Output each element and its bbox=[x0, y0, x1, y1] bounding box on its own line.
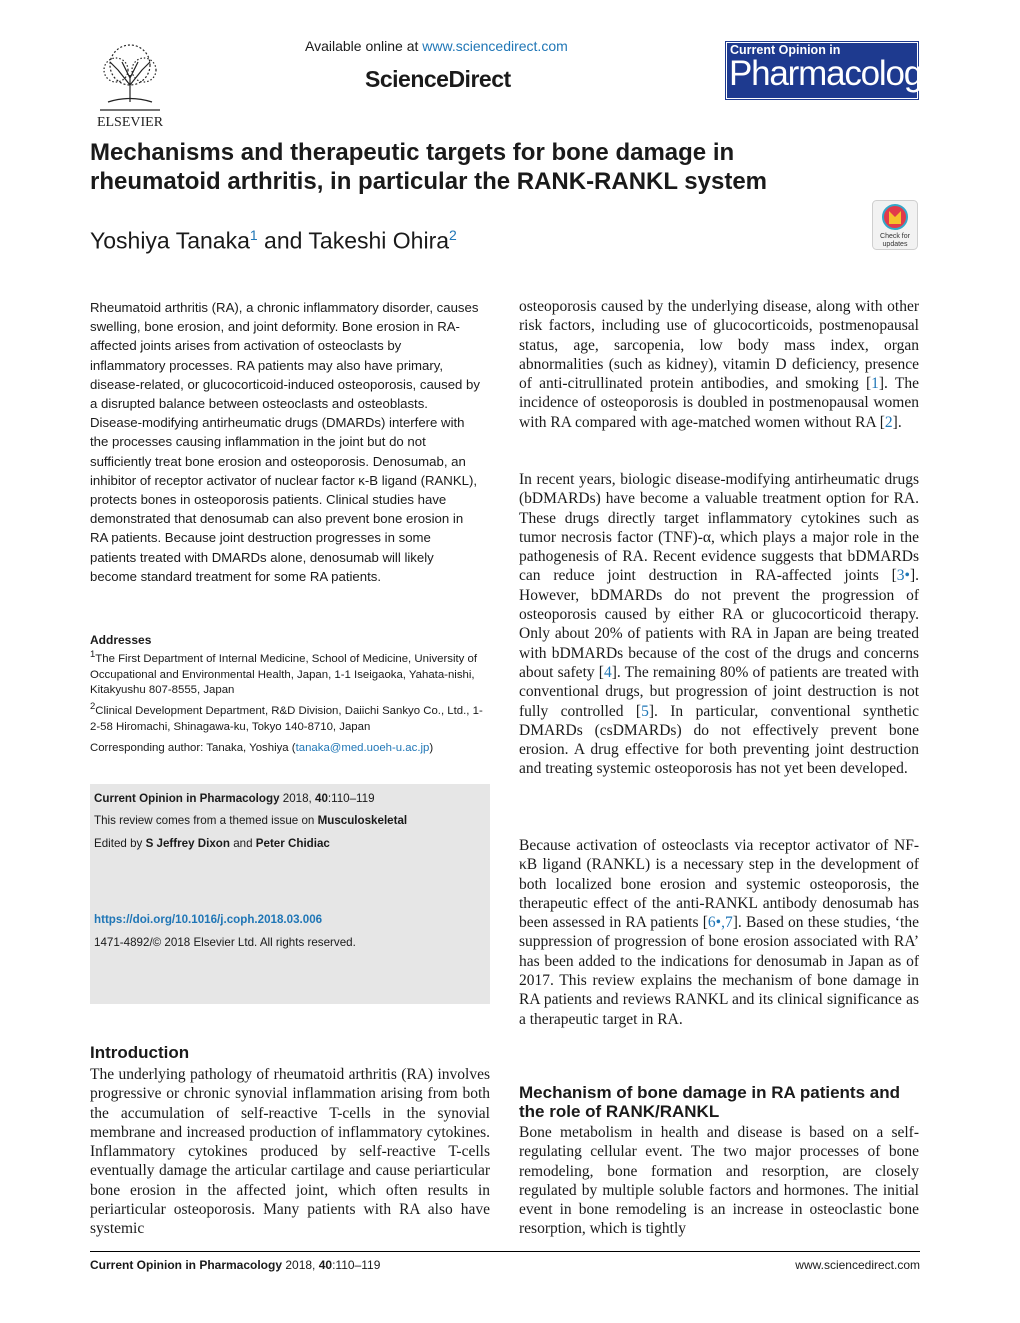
elsevier-wordmark: ELSEVIER bbox=[96, 115, 164, 130]
ref-link[interactable]: 1 bbox=[871, 375, 879, 393]
ref-link[interactable]: 3• bbox=[896, 567, 910, 585]
themed-issue-line: This review comes from a themed issue on Musculoskeletal bbox=[94, 814, 408, 827]
author-1-affil[interactable]: 1 bbox=[249, 227, 258, 243]
svg-text:updates: updates bbox=[882, 241, 908, 248]
check-for-updates-icon[interactable] bbox=[872, 200, 918, 250]
site-link[interactable]: www.sciencedirect.com bbox=[422, 38, 568, 54]
body-paragraph-1: osteoporosis caused by the underlying disease, along with other risk factors, including use of glucocorticoids, postmenopausal status, age, sarcopenia, low body mass index, organ abnormalities (such as kidney), vitamin D deficiency, presence of anti-citrullinated protein antibodies, and smoking [1]. The incidence of osteoporosis is doubled in postmenopausal women with RA compared with age-matched women without RA [2]. bbox=[519, 298, 919, 431]
footer-url[interactable]: www.sciencedirect.com bbox=[795, 1258, 920, 1272]
journal-badge bbox=[725, 41, 939, 100]
address-2: $^2$Clinical Development Department, R&D Division, Daiichi Sankyo Co., Ltd., 1-2-58 Hiromachi, Shinagawa-ku, Tokyo 140-8710, Japan bbox=[90, 701, 483, 733]
author-1: Yoshiya Tanaka bbox=[90, 227, 250, 254]
addresses bbox=[90, 647, 490, 736]
sciencedirect-wordmark: ScienceDirect bbox=[365, 66, 511, 92]
mechanism-heading: Mechanism of bone damage in RA patients and the role of RANK/RANKL bbox=[519, 1083, 900, 1121]
editors-line: Edited by S Jeffrey Dixon and Peter Chidiac bbox=[94, 837, 330, 850]
body-paragraph-3: Because activation of osteoclasts via receptor activator of NF-κB ligand (RANKL) is a necessary step in the development of both localized bone erosion and systemic osteoporosis, the therapeutic effect of the anti-RANKL antibody denosumab has been assessed in RA patients [6•,7]. Based on these studies, ‘the suppression of progression of bone erosion associated with RA’ has been added to the indications for denosumab in Japan as of 2017. This review explains the mechanism of bone damage in RA patients and reviews RANKL and its clinical significance as a therapeutic target in RA. bbox=[519, 837, 919, 1028]
corresponding-author: Corresponding author: Tanaka, Yoshiya (tanaka@med.uoeh-u.ac.jp) bbox=[90, 742, 434, 754]
ref-link[interactable]: 2 bbox=[884, 413, 893, 431]
footer-rule bbox=[90, 1251, 920, 1252]
email-link[interactable]: tanaka@med.uoeh-u.ac.jp bbox=[295, 742, 430, 754]
introduction-heading: Introduction bbox=[90, 1043, 190, 1062]
ref-link[interactable]: 6•,7 bbox=[707, 914, 733, 932]
author-2-affil[interactable]: 2 bbox=[449, 227, 457, 243]
body-paragraph-2: In recent years, biologic disease-modifying antirheumatic drugs (bDMARDs) have become a valuable treatment option for RA. These drugs directly target inflammatory cytokines such as tumor necrosis factor (TNF)-α, which plays a major role in the pathogenesis of RA. Recent evidence suggests that bDMARDs can reduce joint destruction in RA-affected joints [3•]. However, bDMARDs do not prevent the progression of osteoporosis caused by either RA or glucocorticoid therapy. Only about 20% of patients with RA in Japan are being treated with bDMARDs because of the cost of the drugs and concerns about safety [4]. The remaining 80% of patients are treated with conventional drugs, but progression of joint destruction is not fully controlled [5]. In particular, conventional synthetic DMARDs (csDMARDs) do not effectively prevent bone erosion. A drug effective for both preventing joint destruction and treating systemic osteoporosis has not yet been developed. bbox=[519, 471, 920, 778]
article-title: Mechanisms and therapeutic targets for bone damage in rheumatoid arthritis, in particular the RANK-RANKL system bbox=[90, 139, 768, 195]
author-2: Takeshi Ohira bbox=[308, 227, 450, 254]
abstract: Rheumatoid arthritis (RA), a chronic inflammatory disorder, causes swelling, bone erosion, and joint deformity. Bone erosion in RA-affected joints arises from activation of osteoclasts by inflammatory processes. RA patients may also have primary, disease-related, or glucocorticoid-induced osteoporosis, caused by a disrupted balance between osteoclasts and osteoblasts. Disease-modifying antirheumatic drugs (DMARDs) interfere with the processes causing inflammation in the joint but do not sufficiently treat bone erosion and osteoporosis. Denosumab, an inhibitor of receptor activator of nuclear factor κ-B ligand (RANKL), protects bones in osteoporosis patients. Clinical studies have demonstrated that denosumab can also prevent bone erosion in RA patients. Because joint destruction progresses in some patients treated with DMARDs alone, denosumab will likely become standard treatment for some RA patients. bbox=[90, 300, 480, 584]
doi-link[interactable]: https://doi.org/10.1016/j.coph.2018.03.006 bbox=[94, 913, 323, 926]
addresses-heading: Addresses bbox=[90, 633, 152, 647]
body-paragraph-4: Bone metabolism in health and disease is based on a self-regulating cellular event. The two major processes of bone remodeling, bone formation and resorption, are closely regulated by multiple soluble factors and hormones. The initial event in bone remodeling is an increase in osteoclastic bone resorption, which is tightly bbox=[519, 1124, 919, 1238]
ref-link[interactable]: 4 bbox=[603, 663, 612, 681]
journal-badge-line1: Current Opinion in bbox=[730, 43, 841, 57]
ref-link[interactable]: 5 bbox=[641, 702, 649, 720]
footer-citation: Current Opinion in Pharmacology 2018, 40:110–119 bbox=[90, 1258, 381, 1272]
article-info-box bbox=[90, 784, 490, 1004]
journal-badge-line2: Pharmacology bbox=[729, 54, 939, 93]
introduction-text: The underlying pathology of rheumatoid arthritis (RA) involves progressive or chronic synovial inflammation arising from both the accumulation of self-reactive T-cells in the synovial membrane and increased production of inflammatory cytokines. Inflammatory cytokines produced by self-reactive T-cells eventually damage the articular cartilage and cause periarticular bone erosion in the affected joint, which often results in periarticular osteoporosis. Many patients with RA also have systemic bbox=[90, 1066, 490, 1238]
author-list: Yoshiya Tanaka$^1$ and Takeshi Ohira$^2$ bbox=[90, 227, 457, 254]
address-1: $^1$The First Department of Internal Medicine, School of Medicine, University of Occupational and Environmental Health, Japan, 1-1 Iseigaoka, Yahata-nishi, Kitakyushu 807-8555, Japan bbox=[90, 649, 478, 697]
svg-text:Check for: Check for bbox=[880, 233, 910, 240]
elsevier-logo bbox=[90, 40, 170, 130]
available-online: Available online at www.sciencedirect.com bbox=[305, 38, 568, 54]
citation-line: Current Opinion in Pharmacology 2018, 40:110–119 bbox=[94, 792, 375, 805]
copyright-line: 1471-4892/© 2018 Elsevier Ltd. All rights reserved. bbox=[94, 936, 356, 949]
